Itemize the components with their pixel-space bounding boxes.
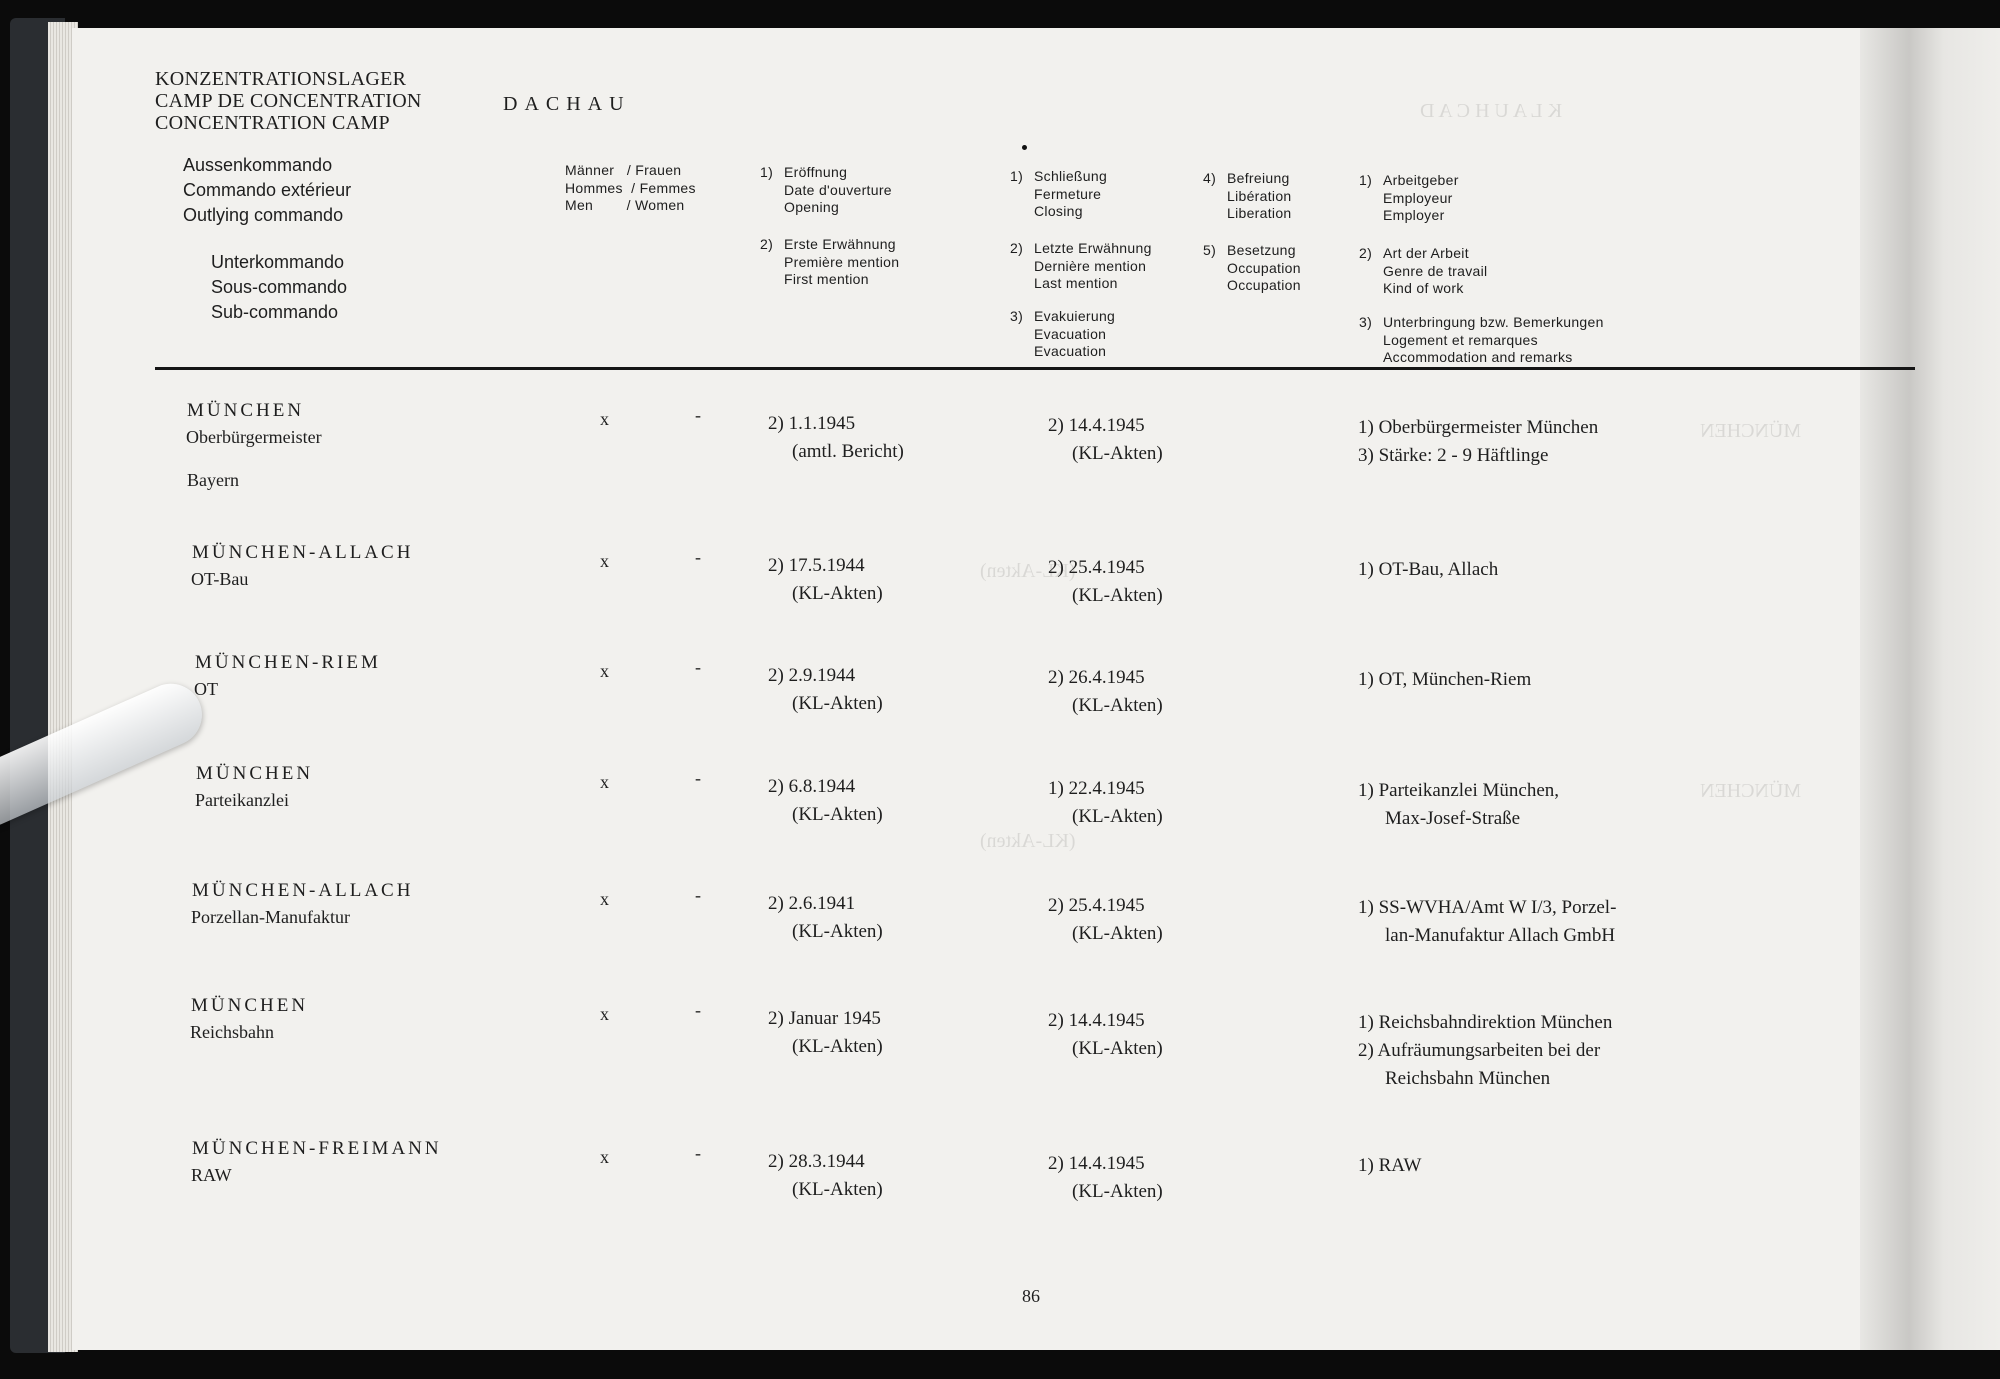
page-number: 86 — [1022, 1286, 1040, 1306]
subcamp-sub: Reichsbahn — [190, 1022, 274, 1042]
page-dot — [1022, 145, 1027, 150]
subcommand-label-fr: Sous-commando — [211, 277, 348, 297]
closing-value: (KL-Akten) — [1072, 1181, 1163, 1202]
camp-label-fr: CAMP DE CONCENTRATION — [155, 90, 422, 112]
opening-value: (KL-Akten) — [792, 583, 883, 604]
men-mark: x — [600, 772, 609, 792]
closing-value: 2) 25.4.1945 — [1048, 557, 1145, 578]
remarks-value: 1) Oberbürgermeister München — [1358, 417, 1599, 438]
closing-value: (KL-Akten) — [1072, 585, 1163, 606]
camp-name: DACHAU — [503, 93, 631, 115]
subcamp-sub: Parteikanzlei — [195, 790, 289, 810]
opening-value: (KL-Akten) — [792, 1179, 883, 1200]
closing-value: 2) 14.4.1945 — [1048, 1010, 1145, 1031]
header-employer: 1) Arbeitgeber Employeur Employer — [1359, 172, 1459, 223]
subcamp-label-de: Aussenkommando — [183, 155, 333, 175]
header-closing: 1) Schließung Fermeture Closing — [1010, 168, 1108, 219]
subcommand-label — [211, 250, 347, 325]
subcamp-sub: RAW — [191, 1165, 232, 1185]
men-mark: x — [600, 551, 609, 571]
opening-value: (KL-Akten) — [792, 804, 883, 825]
remarks-value: Max-Josef-Straße — [1385, 808, 1521, 829]
subcommand-label-en: Sub-commando — [211, 302, 339, 322]
header-first-mention: 2) Erste Erwähnung Première mention First mention — [760, 236, 900, 287]
subcamp-name: MÜNCHEN — [191, 995, 309, 1016]
header-rule — [155, 367, 1915, 370]
opening-value: 2) Januar 1945 — [768, 1008, 881, 1029]
header-remarks: 3) Unterbringung bzw. Bemerkungen Logement et remarques Accommodation and remarks — [1359, 314, 1604, 365]
men-mark: x — [600, 661, 609, 681]
header-gender: Männer / Frauen Hommes / Femmes Men / Women — [565, 162, 696, 213]
camp-label-de: KONZENTRATIONSLAGER — [155, 68, 407, 90]
subcamp-sub: OT — [194, 679, 218, 699]
opening-value: 2) 28.3.1944 — [768, 1151, 865, 1172]
subcamp-sub: Porzellan-Manufaktur — [191, 907, 350, 927]
closing-value: 2) 25.4.1945 — [1048, 895, 1145, 916]
women-mark: - — [695, 1000, 701, 1020]
subcamp-sub: OT-Bau — [191, 569, 249, 589]
women-mark: - — [695, 768, 701, 788]
subcamp-name: MÜNCHEN-RIEM — [195, 652, 381, 673]
remarks-value: lan-Manufaktur Allach GmbH — [1385, 925, 1616, 946]
men-mark: x — [600, 889, 609, 909]
opening-value: (KL-Akten) — [792, 1036, 883, 1057]
closing-value: 1) 22.4.1945 — [1048, 778, 1145, 799]
closing-value: (KL-Akten) — [1072, 806, 1163, 827]
remarks-value: 1) OT-Bau, Allach — [1358, 559, 1499, 580]
header-opening: 1) Eröffnung Date d'ouverture Opening — [760, 164, 892, 215]
women-mark: - — [695, 405, 701, 425]
opening-value: 2) 1.1.1945 — [768, 413, 856, 434]
closing-value: (KL-Akten) — [1072, 443, 1163, 464]
subcamp-label — [183, 153, 351, 228]
opening-value: 2) 17.5.1944 — [768, 555, 865, 576]
remarks-value: 1) SS-WVHA/Amt W I/3, Porzel- — [1358, 897, 1617, 918]
women-mark: - — [695, 547, 701, 567]
closing-value: (KL-Akten) — [1072, 923, 1163, 944]
women-mark: - — [695, 1143, 701, 1163]
remarks-value: 1) Parteikanzlei München, — [1358, 780, 1560, 801]
opening-value: (KL-Akten) — [792, 693, 883, 714]
remarks-value: 3) Stärke: 2 - 9 Häftlinge — [1358, 445, 1549, 466]
header-occupation: 5) Besetzung Occupation Occupation — [1203, 242, 1301, 293]
men-mark: x — [600, 409, 609, 429]
header-work: 2) Art der Arbeit Genre de travail Kind of work — [1359, 245, 1488, 296]
opening-value: 2) 2.6.1941 — [768, 893, 856, 914]
subcamp-name: MÜNCHEN — [187, 400, 305, 421]
remarks-value: 2) Aufräumungsarbeiten bei der — [1358, 1040, 1601, 1061]
opening-value: 2) 2.9.1944 — [768, 665, 856, 686]
header-evacuation: 3) Evakuierung Evacuation Evacuation — [1010, 308, 1116, 359]
subcamp-name: MÜNCHEN-ALLACH — [192, 880, 414, 901]
subcamp-sub: Oberbürgermeister — [186, 427, 322, 447]
opening-value: (amtl. Bericht) — [792, 441, 904, 462]
opening-value: (KL-Akten) — [792, 921, 883, 942]
opening-value: 2) 6.8.1944 — [768, 776, 856, 797]
women-mark: - — [695, 885, 701, 905]
subcamp-name: MÜNCHEN-ALLACH — [192, 542, 414, 563]
remarks-value: 1) Reichsbahndirektion München — [1358, 1012, 1613, 1033]
subcommand-label-de: Unterkommando — [211, 252, 345, 272]
closing-value: 2) 26.4.1945 — [1048, 667, 1145, 688]
men-mark: x — [600, 1004, 609, 1024]
subcamp-name: MÜNCHEN-FREIMANN — [192, 1138, 442, 1159]
closing-value: 2) 14.4.1945 — [1048, 415, 1145, 436]
subcamp-label-fr: Commando extérieur — [183, 180, 352, 200]
remarks-value: Reichsbahn München — [1385, 1068, 1551, 1089]
subcamp-name: MÜNCHEN — [196, 763, 314, 784]
men-mark: x — [600, 1147, 609, 1167]
camp-label — [155, 68, 422, 134]
camp-label-en: CONCENTRATION CAMP — [155, 112, 390, 134]
closing-value: (KL-Akten) — [1072, 695, 1163, 716]
remarks-value: 1) RAW — [1358, 1155, 1422, 1176]
closing-value: (KL-Akten) — [1072, 1038, 1163, 1059]
header-last-mention: 2) Letzte Erwähnung Dernière mention Last mention — [1010, 240, 1152, 291]
remarks-value: 1) OT, München-Riem — [1358, 669, 1532, 690]
women-mark: - — [695, 657, 701, 677]
subcamp-region: Bayern — [187, 470, 239, 490]
closing-value: 2) 14.4.1945 — [1048, 1153, 1145, 1174]
header-liberation: 4) Befreiung Libération Liberation — [1203, 170, 1292, 221]
subcamp-label-en: Outlying commando — [183, 205, 344, 225]
book-gutter — [1860, 28, 2000, 1350]
